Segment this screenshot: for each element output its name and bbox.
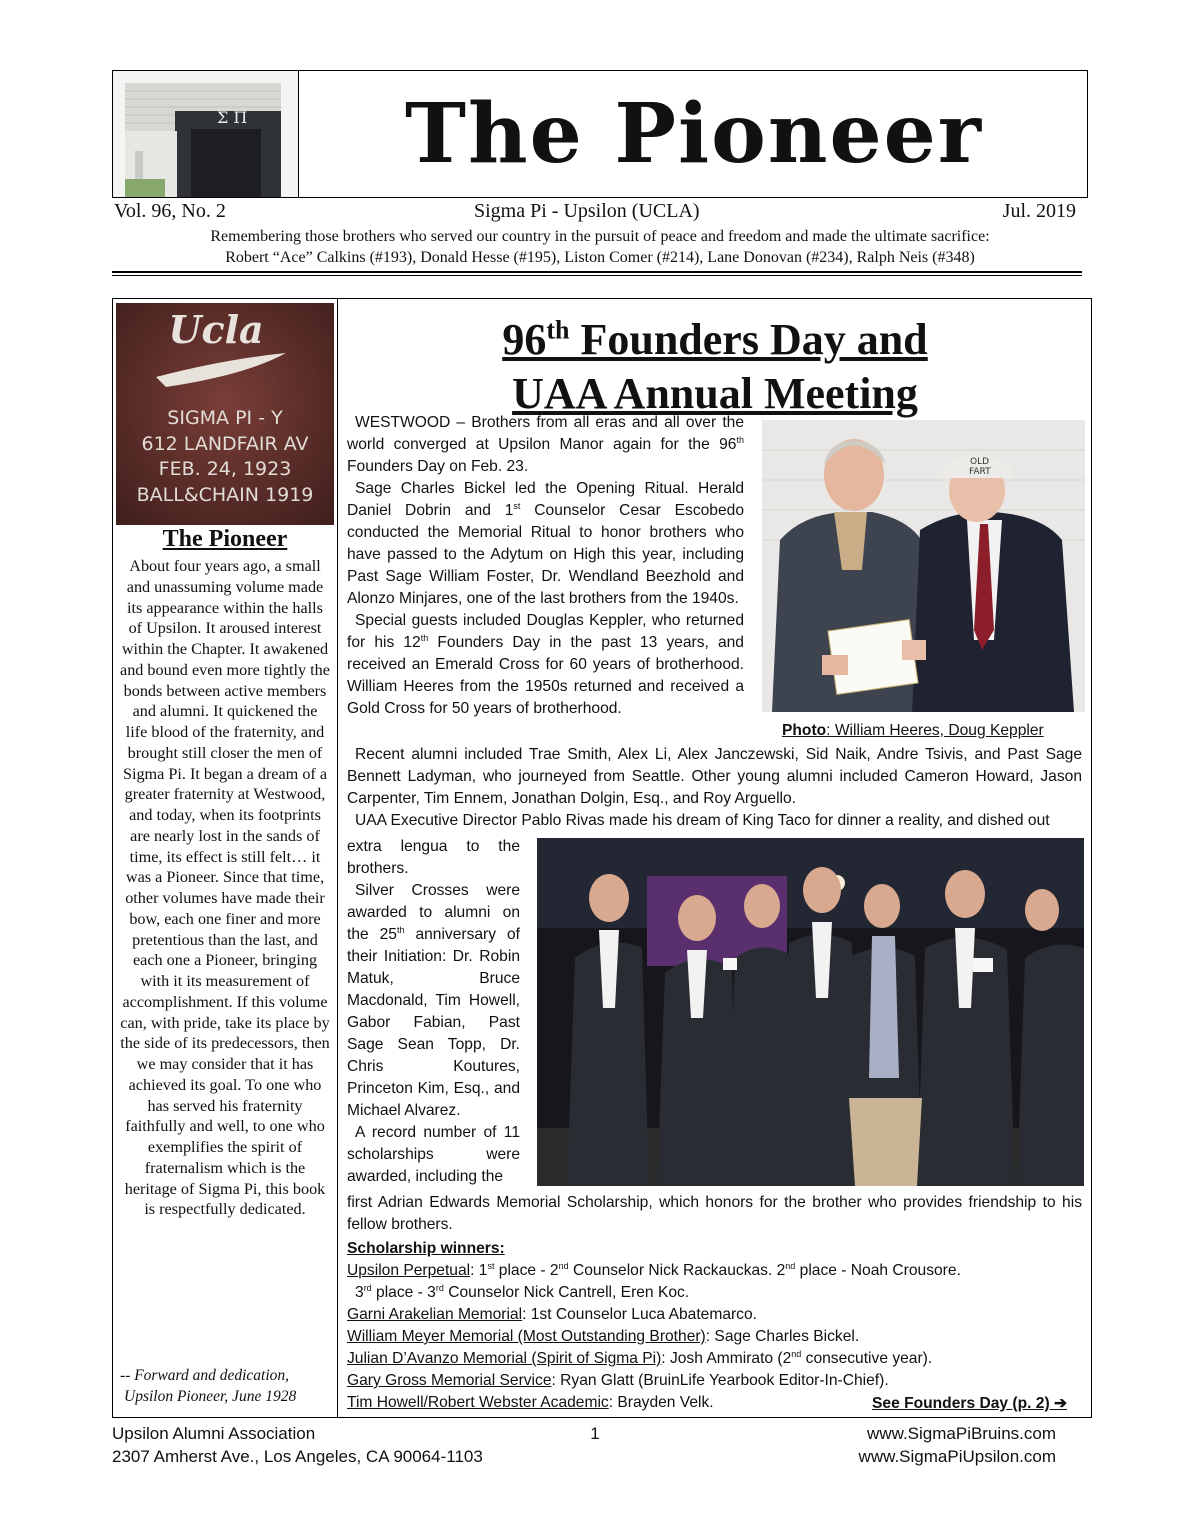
list-item: Garni Arakelian Memorial: 1st Counselor Luca Abatemarco. <box>347 1306 757 1323</box>
list-item: Julian D’Avanzo Memorial (Spirit of Sigma Pi): Josh Ammirato (2nd consecutive year). <box>347 1348 933 1367</box>
paragraph: extra lengua to the brothers. <box>347 838 520 877</box>
memorial-dedication <box>112 226 1088 268</box>
winners-heading: Scholarship winners: <box>347 1240 505 1257</box>
paragraph: A record number of 11 scholarships were awarded, including the <box>347 1124 520 1185</box>
page-number: 1 <box>590 1424 600 1443</box>
footer-org: Upsilon Alumni Association <box>112 1424 316 1443</box>
footer-address <box>112 1422 483 1468</box>
sidebar-heading: The Pioneer <box>162 526 288 552</box>
chapter-name: Sigma Pi - Upsilon (UCLA) <box>474 200 700 222</box>
svg-text:FART: FART <box>969 467 991 477</box>
svg-text:Σ Π: Σ Π <box>217 108 248 127</box>
sidebar-divider <box>337 298 338 1418</box>
sign-line: BALL&CHAIN 1919 <box>136 484 314 506</box>
sign-logo-text: Ucla <box>168 307 264 352</box>
photo-silver-cross-recipients <box>537 838 1084 1186</box>
continued-link[interactable]: See Founders Day (p. 2) ➔ <box>872 1395 1068 1412</box>
masthead-house-photo <box>113 71 299 197</box>
masthead <box>112 70 1088 198</box>
list-item: Tim Howell/Robert Webster Academic: Brayden Velk. <box>347 1394 714 1411</box>
list-item: Gary Gross Memorial Service: Ryan Glatt (BruinLife Yearbook Editor-In-Chief). <box>347 1372 889 1389</box>
website-link[interactable]: www.SigmaPiBruins.com <box>867 1424 1056 1443</box>
divider <box>112 275 1082 276</box>
paragraph: Silver Crosses were awarded to alumni on the 25th anniversary of their Initiation: Dr. Robin Matuk, Bruce Macdonald, Tim Howell, Gabor Fabian, Past Sage Sean Topp, Dr. Chris Koutures, Princeton Kim, Esq., and Michael Alvarez. <box>347 882 521 1119</box>
list-item: William Meyer Memorial (Most Outstanding Brother): Sage Charles Bickel. <box>347 1328 860 1345</box>
issue-date: Jul. 2019 <box>1002 200 1076 222</box>
scholarship-winners-list <box>347 1238 1082 1414</box>
paragraph: Recent alumni included Trae Smith, Alex Li, Alex Janczewski, Sid Naik, Andre Tsivis, and Past Sage Bennett Ladyman, who journeyed from Seattle. Other young alumni included Cameron Howard, Jason Carpenter, Tim Ennem, Jonathan Dolgin, Esq., and Roy Arguello. <box>347 746 1082 807</box>
paragraph: Special guests included Douglas Keppler, who returned for his 12th Founders Day in the past 13 years, and received an Emerald Cross for 60 years of brotherhood. William Heeres from the 1950s returned and received a Gold Cross for 50 years of brotherhood. <box>347 612 744 717</box>
footer-street: 2307 Amherst Ave., Los Angeles, CA 90064-1103 <box>112 1447 483 1466</box>
divider <box>112 271 1082 273</box>
list-item: Upsilon Perpetual: 1st place - 2nd Counselor Nick Rackauckas. 2nd place - Noah Crousore. <box>347 1260 961 1279</box>
article-column-narrow <box>347 836 520 1188</box>
paragraph: first Adrian Edwards Memorial Scholarship, which honors for the brother who provides friendship to his fellow brothers. <box>347 1194 1082 1233</box>
sidebar-dedication-text: About four years ago, a small and unassuming volume made its appearance within the halls of Upsilon. It aroused interest within the Chapter. It awakened and bound even more tightly the bonds between active members and alumni. It quickened the life blood of the fraternity, and brought still closer the men of Sigma Pi. It began a dream of a greater fraternity at Westwood, and today, when its footprints are nearly lost in the sands of time, its effect is still felt… it was a Pioneer. Since that time, other volumes have made their bow, each one finer and more pretentious than the last, and each one a Pioneer, bringing with it its measurement of accomplishment. If this volume can, with pride, take its place by the side of its predecessors, then we may consider that it has achieved its goal. To one who has served his fraternity faithfully and well, to one who exemplifies the spirit of fraternalism which is the heritage of Sigma Pi, this book is respectfully dedicated. <box>120 557 330 1219</box>
sidebar-credit: -- Forward and dedication, Upsilon Pioneer, June 1928 <box>120 1367 297 1405</box>
memorial-line-1: Remembering those brothers who served our country in the pursuit of peace and freedom and made the ultimate sacrifice: <box>210 228 990 245</box>
volume-number: Vol. 96, No. 2 <box>114 200 226 222</box>
sign-line: 612 LANDFAIR AV <box>141 433 309 455</box>
photo-caption: Photo: William Heeres, Doug Keppler <box>782 722 1044 739</box>
newsletter-title: The Pioneer <box>404 86 984 182</box>
memorial-line-2: Robert “Ace” Calkins (#193), Donald Hesse (#195), Liston Comer (#214), Lane Donovan (#234), Ralph Neis (#348) <box>225 249 975 266</box>
article-headline: 96th Founders Day and UAA Annual Meeting <box>502 314 928 418</box>
article-column-bottom <box>347 1192 1082 1236</box>
paragraph: Sage Charles Bickel led the Opening Ritual. Herald Daniel Dobrin and 1st Counselor Cesar Escobedo conducted the Memorial Ritual to honor brothers who have passed to the Adytum on High this year, including Past Sage William Foster, Dr. Wendland Beezhold and Alonzo Minjares, one of the last brothers from the 1940s. <box>347 480 744 607</box>
chapter-sign-photo <box>116 303 334 525</box>
paragraph: WESTWOOD – Brothers from all eras and all over the world converged at Upsilon Manor again for the 96th Founders Day on Feb. 23. <box>347 414 744 475</box>
list-item: 3rd place - 3rd Counselor Nick Cantrell, Eren Koc. <box>355 1282 690 1301</box>
issue-info-row <box>114 200 1076 226</box>
svg-text:OLD: OLD <box>970 457 990 467</box>
article-column-full <box>347 744 1082 832</box>
article-column-top <box>347 412 744 720</box>
sign-line: SIGMA PI - Y <box>167 407 283 429</box>
paragraph: UAA Executive Director Pablo Rivas made his dream of King Taco for dinner a reality, and dished out <box>355 812 1050 829</box>
website-link[interactable]: www.SigmaPiUpsilon.com <box>858 1447 1056 1466</box>
sign-line: FEB. 24, 1923 <box>158 458 292 480</box>
footer-websites <box>800 1422 1056 1468</box>
photo-heeres-keppler <box>762 420 1085 712</box>
